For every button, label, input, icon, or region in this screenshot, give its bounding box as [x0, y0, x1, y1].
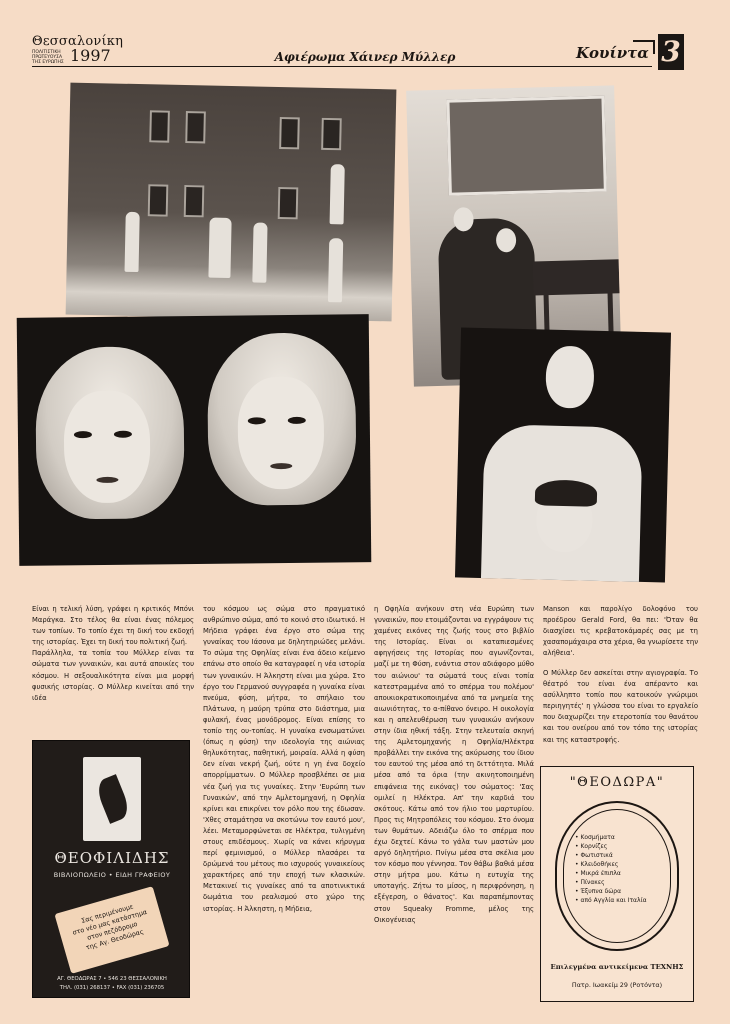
mask-face — [63, 390, 150, 503]
ad-shop-name: "ΘΕΟΔΩΡΑ" — [569, 775, 665, 790]
figure-shape — [252, 222, 267, 282]
article-column-3: η Οφηλία ανήκουν στη νέα Ευρώπη των γυναικών, που ετοιμάζονται να εγγράψουν τις χαμένες εικόνες της ζωής τους στο βιβλίο της Ιστορίας. Είναι οι καταπιεσμένες αφηγήσεις της Ιστορίας που αγωνίζονται, μαζί με τη Φύση, ενάντια στον αδιάφορο μύθο του αιώνιου' τα σώματά τους είναι τοπία κατεστραμμένα από το σπέρμα του πολέμου' αποικιοκρατικοποιημένα από τα μνημεία της αιωνιότητας, το α-πίθανο όνειρο. Η οικολογία και η απελευθέρωση των γυναικών ανήκουν στην ίδια ηθική τάξη. Στην τελευταία σκηνή της Αμλετομηχανής η Οφηλία/Ηλέκτρα προβάλλει την εικόνα της ακύρωσης του ίδιου του εαυτού της μέσα από τη διττότητα. Μιλά μέσα από τα όρια (την ακινητοποιημένη επιφάνεια της εικόνας) του σώματος: 'Σας ομιλεί η Ηλέκτρα. Απ' την καρδιά του σκότους. Κάτω από τον ήλιο του μαρτυρίου. Προς τις Μητροπόλεις του κόσμου. Στο όνομα των θυμάτων. Αδειάζω όλο το σπέρμα που έχω δεχτεί. Κάνω το γάλα των μαστών μου αργό δηλητήριο. Πνίγω μέσα στα σκέλια μου τον κόσμο που γέννησα. Τον θάβω βαθιά μέσα στην μήτρα μου. Κάτω η ευτυχία της υποταγής. Ζήτω το μίσος, η περιφρόνηση, η εξέγερση, ο θάνατος'. Και παραπέμποντας στον Squeaky Fromme, μέλος της Οικογένειας — [374, 605, 534, 924]
list-item: • Πίνακες — [575, 878, 671, 887]
section-logo-mark — [633, 40, 655, 54]
masthead-title: Θεσσαλονίκη — [32, 34, 124, 49]
ad-tagline: Επιλεγμένα αντικείμενα ΤΕΧΝΗΣ — [550, 963, 684, 971]
window-shape — [184, 185, 205, 217]
window-shape — [279, 117, 300, 149]
article-column-2: του κόσμου ως σώμα στο πραγματικό ανθρώπινο σώμα, από το κοινό στο ιδιωτικό. Η Μήδεια γράφει ένα έργο στο σώμα της γυναίκας του Ιάσονα με δηλητηριώδες μελάνι. Το σώμα της Οφηλίας είναι ένα άδειο κείμενο επάνω στο οποίο θα καταγραφεί η νέα ιστορία των γυναικών. Η Άλκηστη είναι μια χώρα. Στο έργο του Γερμανού συγγραφέα η γυναίκα είναι πνεύμα, φύση, μήτρα, το σπήλαιο του Πλάτωνα, η μαύρη τρύπα στο διάστημα, μια φυλακή, ένας μονόδρομος. Είναι επίσης το τοπίο της ου-τοπίας. Η γυναίκα ενσωματώνει (όπως η φύση) την ιδεολογία της αιώνιας θηλυκότητας, παθητική, μοιραία. Αλλά η φύση δεν είναι νεκρή ζωή, ούτε η γη ένα δοχείο απορρίμματων. Ο Μύλλερ προσβλέπει σε μια νέα ζωή για τις γυναίκες. Στην 'Ευρώπη των Γυναικών', από την Αμλετομηχανή, η Οφηλία κρίνει και επικρίνει τον ρόλο που της έδωσαν. 'Χθες σταμάτησα να σκοτώνω τον εαυτό μου', λέει. Μεταμορφώνεται σε Ηλέκτρα, τυλιγμένη στους επιδέσμους. Χωρίς να κάνει κήρυγμα περί φεμινισμού, ο Μύλλερ πλασάρει τα δρώμενά του μέτους πιο ισχυρούς γυναικείους χαρακτήρες από την εποχή των κλασικών. Μετακινεί τις γυναίκες από τα αποτινικτικά δωμάτια του ρεαλισμού στο χώρο της ιστορίας. Η Άλκηστη, η Μήδεια, — [203, 605, 365, 913]
article-column-4-continued: Ο Μύλλερ δεν ασκείται στην αγιογραφία. Το θέατρό του είναι ένα απέραντο και ασύλληπτο τοπίο που κατοικούν γνώριμοι περιηγητές' η γλώσσα του είναι το εργαλείο που διαχωρίζει την ετεροτοπία του θανάτου και του ονείρου από τον τόπο της ιστορίας και της καταστροφής. — [543, 669, 698, 744]
window-shape — [148, 184, 169, 216]
ad-address: Πατρ. Ιωακείμ 29 (Ροτόντα) — [571, 981, 663, 989]
list-item: • Έξυπνα δώρα — [575, 887, 671, 896]
bookstore-logo-icon — [83, 757, 141, 841]
list-item: • Κλειδοθήκες — [575, 860, 671, 869]
window-shape — [278, 187, 299, 219]
list-item: • Κοσμήματα — [575, 833, 671, 842]
ad-theodora — [540, 766, 694, 1002]
feature-title: Αφιέρωμα Χάινερ Μύλλερ — [274, 50, 456, 64]
ad-address: ΑΓ. ΘΕΟΔΩΡΑΣ 7 • 546 23 ΘΕΣΣΑΛΟΝΙΚΗ ΤΗΛ. (031) 268137 • FAX (031) 236705 — [57, 976, 167, 991]
masthead-subtitle: ΠΟΛΙΤΙΣΤΙΚΗ ΠΡΩΤΕΥΟΥΣΑ ΤΗΣ ΕΥΡΩΠΗΣ — [32, 50, 64, 65]
page-number: 3 — [658, 34, 684, 70]
swoosh-icon — [94, 774, 133, 824]
list-item: • Κορνίζες — [575, 842, 671, 851]
photo-inset — [446, 96, 606, 196]
figure-shape — [330, 164, 345, 224]
section-name: Κουίντα — [576, 44, 649, 62]
ad-badge: Σας περιμένουμε στο νέο μας κατάστημα στον πεζόδρομο της Αγ. Θεοδώρας — [54, 886, 169, 974]
list-item: • από Αγγλία και Ιταλία — [575, 896, 671, 905]
window-shape — [185, 111, 206, 143]
article-column-1: Είναι η τελική λύση, γράφει η κριτικός Μπόνι Μαράγκα. Στο τέλος θα είναι ένας πόλεμος των τοπίων. Το τοπίο έχει τη δική του εκδοχή της ιστορίας. Έχει τη δική του πολιτική ζωή. Παράλληλα, τα τοπία του Μύλλερ είναι τα σώματα των γυναικών, και αυτά αποικίες του κόσμου. Η σεξουαλικότητα είναι μια μορφή φυσικής ιστορίας. Ο Μύλλερ κινείται από την ιδέα — [32, 605, 194, 702]
stage-photo-facade — [66, 83, 397, 322]
actor-head — [545, 346, 595, 409]
figure-shape — [208, 218, 231, 278]
ad-item-list — [575, 833, 671, 905]
article-column-4: Manson και παρολίγο δολοφόνο του προέδρου Gerald Ford, θα πει: 'Όταν θα διασχίσει τις κρεβατοκάμαρές σας με τη χασαπομάχαιρα στα χέρια, θα γνωρίσετε την αλήθεια'. — [543, 605, 698, 658]
list-item: • Μικρά έπιπλα — [575, 869, 671, 878]
stage-photo-actors — [455, 327, 671, 582]
stage-photo-masks — [17, 314, 372, 566]
figure-shape — [328, 238, 343, 302]
window-shape — [149, 110, 170, 142]
ad-brand-subtitle: ΒΙΒΛΙΟΠΩΛΕΙΟ • ΕΙΔΗ ΓΡΑΦΕΙΟΥ — [53, 871, 171, 879]
ad-theofilidis — [32, 740, 190, 998]
actor-hair — [535, 479, 598, 507]
ad-brand-name: ΘΕΟΦΙΛΙΔΗΣ — [54, 849, 170, 867]
masthead-year: 1997 — [70, 46, 111, 65]
window-shape — [321, 118, 342, 150]
header-rule — [32, 66, 652, 67]
mask-face — [237, 377, 324, 490]
list-item: • Φωτιστικά — [575, 851, 671, 860]
figure-shape — [125, 212, 140, 272]
